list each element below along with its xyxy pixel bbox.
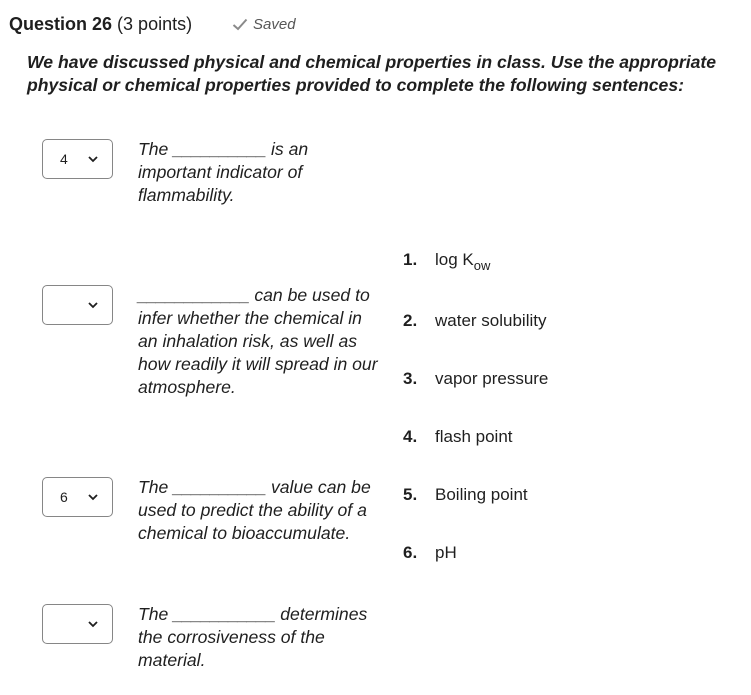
statement-post: can be used to infer whether the chemical in an inhalation risk, as well as how readily it will spread in our atmosphere. — [138, 285, 378, 397]
answer-select-4[interactable] — [42, 604, 113, 644]
option-number: 1. — [403, 250, 418, 269]
saved-label: Saved — [253, 16, 296, 33]
option-2 — [403, 311, 547, 331]
option-number: 3. — [403, 369, 418, 388]
option-6 — [403, 543, 457, 563]
statement-4 — [138, 603, 383, 672]
chevron-down-icon — [88, 156, 98, 163]
statement-3 — [138, 476, 383, 545]
statement-post: value can be used to predict the ability of a chemical to bioaccumulate. — [138, 477, 371, 543]
option-label: log K — [435, 250, 474, 269]
option-label: water solubility — [435, 311, 547, 330]
statement-2 — [138, 284, 383, 399]
option-number: 6. — [403, 543, 418, 562]
checkmark-icon — [232, 18, 248, 31]
question-points: (3 points) — [117, 14, 193, 34]
answer-select-2[interactable] — [42, 285, 113, 325]
option-label: flash point — [435, 427, 513, 446]
option-number: 4. — [403, 427, 418, 446]
question-prompt: We have discussed physical and chemical properties in class. Use the appropriate physical or chemical properties provided to complete the following sentences: — [27, 52, 717, 95]
option-4 — [403, 427, 513, 447]
statement-post: determines the corrosiveness of the material. — [138, 604, 368, 670]
option-number: 5. — [403, 485, 418, 504]
statement-blank: ____________ — [138, 285, 250, 305]
option-3 — [403, 369, 548, 389]
statement-post: is an important indicator of flammability. — [138, 139, 309, 205]
answer-select-1[interactable] — [42, 139, 113, 179]
option-number: 2. — [403, 311, 418, 330]
option-5 — [403, 485, 528, 505]
chevron-down-icon — [88, 621, 98, 628]
select-value: 6 — [60, 489, 68, 505]
statement-blank: ___________ — [173, 604, 276, 624]
answer-select-3[interactable] — [42, 477, 113, 517]
option-1 — [403, 250, 491, 273]
option-subscript: ow — [473, 258, 491, 273]
option-label: Boiling point — [435, 485, 528, 504]
chevron-down-icon — [88, 302, 98, 309]
statement-blank: __________ — [173, 139, 267, 159]
question-title: Question 26 — [9, 14, 113, 34]
statement-pre: The — [138, 139, 169, 159]
chevron-down-icon — [88, 494, 98, 501]
saved-status — [232, 16, 296, 33]
option-label: vapor pressure — [435, 369, 549, 388]
select-value: 4 — [60, 151, 68, 167]
statement-pre: The — [138, 477, 169, 497]
statement-blank: __________ — [173, 477, 267, 497]
question-header — [9, 14, 192, 35]
statement-pre: The — [138, 604, 169, 624]
option-label: pH — [435, 543, 457, 562]
statement-1 — [138, 138, 383, 207]
